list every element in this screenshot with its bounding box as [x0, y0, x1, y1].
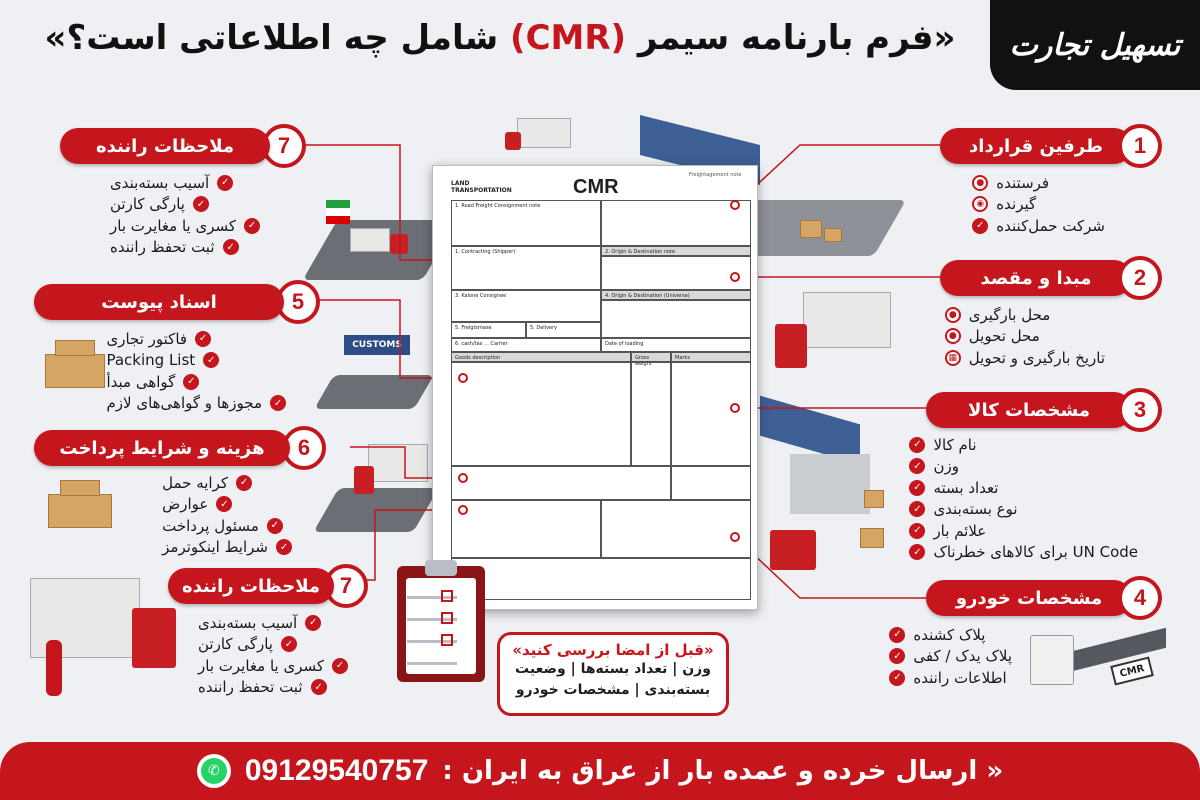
- section-3-number: 3: [1118, 388, 1162, 432]
- check-icon: ✓: [909, 437, 925, 453]
- section-7a-list: [110, 172, 260, 258]
- check-icon: ✓: [889, 648, 905, 664]
- doc-cell: 5. Delivery: [526, 322, 601, 338]
- list-item: نام کالا ✓: [909, 434, 1138, 456]
- section-3-title: مشخصات کالا: [926, 392, 1132, 428]
- list-item: نوع بسته‌بندی ✓: [909, 499, 1138, 521]
- brand-name: تسهیل تجارت: [1009, 27, 1181, 63]
- doc-cell: 1. Contracting (Shipper): [451, 246, 601, 290]
- list-item: ✓ پارگی کارتن: [198, 634, 348, 656]
- doc-cell: Goods description: [451, 352, 631, 362]
- reminder-title: «قبل از امضا بررسی کنید»: [512, 641, 714, 659]
- doc-marker: [730, 200, 740, 210]
- doc-cell-marks: [671, 362, 751, 466]
- title-part-1: «فرم بارنامه سیمر: [626, 18, 956, 58]
- doc-header-right: Freightagement note: [689, 172, 742, 178]
- check-icon: ✓: [281, 636, 297, 652]
- user-icon: ●: [972, 175, 988, 191]
- globe-icon: ◉: [972, 196, 988, 212]
- list-item: علائم بار ✓: [909, 520, 1138, 542]
- doc-marker: [730, 272, 740, 282]
- doc-cell-signatures: [451, 558, 751, 600]
- list-item: ✓ کسری یا مغایرت بار: [198, 655, 348, 677]
- list-item: گیرنده ◉: [972, 194, 1105, 216]
- doc-cell: 4. Origin & Destination (Universe): [601, 290, 751, 300]
- section-4-title: مشخصات خودرو: [926, 580, 1132, 616]
- check-icon: ✓: [889, 670, 905, 686]
- title-cmr: (CMR): [510, 18, 627, 58]
- calendar-icon: ▦: [945, 350, 961, 366]
- section-3-list: [909, 434, 1138, 563]
- doc-cell-barcode: [601, 200, 751, 246]
- doc-cell: 5. Freigtsmase: [451, 322, 526, 338]
- section-1-title: طرفین قرارداد: [940, 128, 1132, 164]
- title-part-2: شامل چه اطلاعاتی است؟»: [44, 18, 511, 58]
- section-4-list: [889, 624, 1012, 689]
- list-item: ✓ ثبت تحفظ راننده: [110, 237, 260, 259]
- list-item: ✓ فاکتور تجاری: [106, 328, 286, 350]
- list-item: ✓ مسئول پرداخت: [162, 515, 292, 537]
- doc-cell: 3. Kalone Consignee: [451, 290, 601, 322]
- list-item: ✓ مجوزها و گواهی‌های لازم: [106, 393, 286, 415]
- section-7a-number: 7: [262, 124, 306, 168]
- check-icon: ✓: [909, 523, 925, 539]
- doc-cell: Gross weight: [631, 352, 671, 362]
- check-icon: ✓: [276, 539, 292, 555]
- whatsapp-icon[interactable]: ✆: [197, 754, 231, 788]
- check-icon: ✓: [305, 615, 321, 631]
- check-icon: ✓: [909, 480, 925, 496]
- cmr-document: [432, 165, 758, 610]
- check-icon: ✓: [311, 679, 327, 695]
- list-item: اطلاعات راننده ✓: [889, 667, 1012, 689]
- section-7a-title: ملاحظات راننده: [60, 128, 270, 164]
- doc-header-left: LAND TRANSPORTATION: [451, 180, 512, 194]
- doc-cell-charges: [451, 466, 671, 500]
- list-item: ✓ شرایط اینکوترمز: [162, 537, 292, 559]
- reminder-line-1: وزن | تعداد بسته‌ها | وضعیت: [515, 661, 711, 677]
- section-7b-number: 7: [324, 564, 368, 608]
- doc-cell-blank: [601, 256, 751, 290]
- check-icon: ✓: [270, 395, 286, 411]
- section-6-number: 6: [282, 426, 326, 470]
- footer-text: « ارسال خرده و عمده بار از عراق به ایران :: [442, 756, 1004, 786]
- list-item: شرکت حمل‌کننده ✓: [972, 215, 1105, 237]
- list-item: فرستنده ●: [972, 172, 1105, 194]
- check-icon: ✓: [236, 475, 252, 491]
- check-icon: ✓: [217, 175, 233, 191]
- list-item: ✓ Packing List: [106, 350, 286, 372]
- section-4-number: 4: [1118, 576, 1162, 620]
- check-icon: ✓: [203, 352, 219, 368]
- list-item: وزن ✓: [909, 456, 1138, 478]
- check-icon: ✓: [332, 658, 348, 674]
- section-6-title: هزینه و شرایط پرداخت: [34, 430, 290, 466]
- doc-marker: [730, 403, 740, 413]
- list-item: ✓ آسیب بسته‌بندی: [198, 612, 348, 634]
- customs-sign: CUSTOMS: [344, 335, 410, 355]
- doc-cell: 1. Road Freight Consignment note: [451, 200, 601, 246]
- check-icon: ✓: [889, 627, 905, 643]
- list-item: محل تحویل ●: [945, 326, 1105, 348]
- list-item: UN Code برای کالاهای خطرناک ✓: [909, 542, 1138, 564]
- list-item: تاریخ بارگیری و تحویل ▦: [945, 347, 1105, 369]
- doc-cell: 2. Origin & Destination note: [601, 246, 751, 256]
- section-7b-list: [198, 612, 348, 698]
- location-icon: ●: [945, 328, 961, 344]
- check-icon: ✓: [183, 374, 199, 390]
- section-2-number: 2: [1118, 256, 1162, 300]
- list-item: ✓ کرایه حمل: [162, 472, 292, 494]
- doc-title: CMR: [573, 176, 619, 198]
- reminder-box: [497, 632, 729, 716]
- list-item: ✓ آسیب بسته‌بندی: [110, 172, 260, 194]
- map-pin-icon: ●: [945, 307, 961, 323]
- list-item: ✓ عوارض: [162, 494, 292, 516]
- doc-cell-terms: [451, 500, 601, 558]
- doc-cell: Date of loading: [601, 338, 751, 352]
- list-item: ✓ ثبت تحفظ راننده: [198, 677, 348, 699]
- section-2-title: مبدا و مقصد: [940, 260, 1132, 296]
- section-5-title: اسناد پیوست: [34, 284, 284, 320]
- check-icon: ✓: [244, 218, 260, 234]
- check-icon: ✓: [195, 331, 211, 347]
- list-item: ✓ پارگی کارتن: [110, 194, 260, 216]
- doc-marker: [458, 505, 468, 515]
- section-2-list: [945, 304, 1105, 369]
- doc-cell-totals: [671, 466, 751, 500]
- section-1-number: 1: [1118, 124, 1162, 168]
- doc-cell-blank: [601, 300, 751, 338]
- check-icon: ✓: [193, 196, 209, 212]
- doc-cell-goods: [451, 362, 631, 466]
- check-icon: ✓: [909, 544, 925, 560]
- section-5-list: [106, 328, 286, 414]
- doc-cell: 6. cash/tax ... Carrier: [451, 338, 601, 352]
- check-icon: ✓: [909, 458, 925, 474]
- plate-sign: CMR: [1110, 656, 1154, 685]
- list-item: پلاک کشنده ✓: [889, 624, 1012, 646]
- list-item: تعداد بسته ✓: [909, 477, 1138, 499]
- doc-marker: [458, 473, 468, 483]
- check-icon: ✓: [216, 496, 232, 512]
- check-icon: ✓: [223, 239, 239, 255]
- list-item: محل بارگیری ●: [945, 304, 1105, 326]
- check-icon: ✓: [909, 501, 925, 517]
- footer-bar: [0, 742, 1200, 800]
- list-item: ✓ گواهی مبدأ: [106, 371, 286, 393]
- footer-phone[interactable]: 09129540757: [244, 754, 429, 787]
- doc-marker: [730, 532, 740, 542]
- section-7b-title: ملاحظات راننده: [168, 568, 334, 604]
- list-item: پلاک یدک / کفی ✓: [889, 646, 1012, 668]
- list-item: ✓ کسری یا مغایرت بار: [110, 215, 260, 237]
- clipboard-icon: [397, 566, 485, 682]
- doc-cell-weight: [631, 362, 671, 466]
- doc-cell: Marks: [671, 352, 751, 362]
- reminder-line-2: بسته‌بندی | مشخصات خودرو: [515, 682, 711, 698]
- check-icon: ✓: [267, 518, 283, 534]
- section-6-list: [162, 472, 292, 558]
- check-icon: ✓: [972, 218, 988, 234]
- section-1-list: [972, 172, 1105, 237]
- doc-marker: [458, 373, 468, 383]
- section-5-number: 5: [276, 280, 320, 324]
- doc-cell-remarks: [601, 500, 751, 558]
